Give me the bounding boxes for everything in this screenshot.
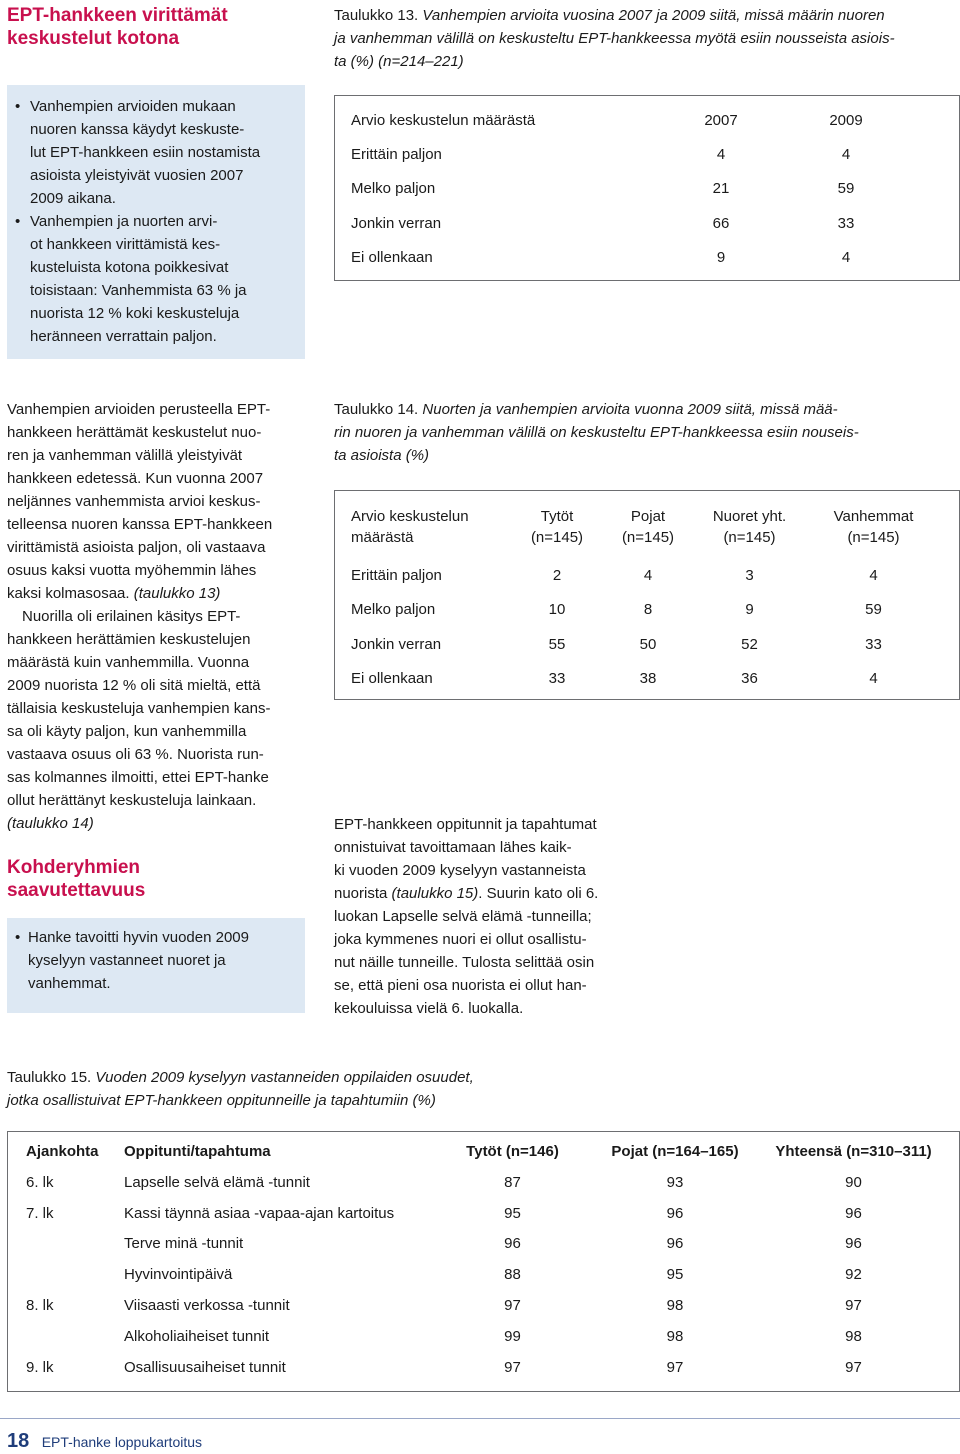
table-reference: (taulukko 15)	[391, 885, 479, 902]
table-cell: 21	[712, 180, 730, 198]
table13-caption	[334, 4, 954, 73]
caption-label: Taulukko 14.	[334, 401, 419, 418]
caption-line: ta asioista (%)	[334, 447, 430, 464]
header-line: Pojat	[630, 508, 666, 525]
summary-line: kusteluista kotona poikkesivat	[30, 259, 229, 276]
column-header	[603, 506, 693, 558]
heading-line: Kohderyhmien	[7, 857, 141, 878]
publication-title: EPT-hanke loppukartoitus	[41, 1434, 203, 1450]
table-header-row	[351, 103, 891, 137]
table-cell: 52	[741, 635, 758, 653]
bullet-line: kyselyyn vastanneet nuoret ja	[28, 952, 226, 969]
summary-bullet	[7, 210, 305, 348]
sidebar-title-line: keskustelut kotona	[7, 28, 180, 49]
table-row	[26, 1198, 951, 1229]
table-header-row	[26, 1136, 951, 1167]
table-cell: Erittäin paljon	[351, 145, 442, 163]
caption-line	[334, 398, 954, 421]
footer	[7, 1430, 407, 1452]
summary-line: lut EPT-hankkeen esiin nostamista	[30, 144, 261, 161]
table-cell: 9. lk	[26, 1358, 54, 1376]
table-cell: 8	[643, 601, 653, 619]
main-paragraph-1	[7, 398, 307, 835]
summary-line: 2009 aikana.	[30, 190, 116, 207]
caption-line: ja vanhemman välillä on keskusteltu EPT-hankkeessa myötä esiin nousseista asiois-	[334, 30, 895, 47]
table-cell: Hyvinvointipäivä	[124, 1266, 233, 1284]
text-fragment: kaksi kolmasosaa.	[7, 585, 134, 602]
table-cell: 97	[504, 1297, 521, 1315]
table-cell	[26, 1229, 124, 1260]
text-line: osuus kaksi vuotta myöhemmin lähes	[7, 562, 257, 579]
text-line	[7, 582, 307, 605]
text-line: Nuorilla oli erilainen käsitys EPT-	[22, 608, 241, 625]
table-cell: 97	[845, 1358, 862, 1376]
caption-line: rin nuoren ja vanhemman välillä on keskusteltu EPT-hankkeessa esiin nouseis-	[334, 424, 859, 441]
table-cell: Lapselle selvä elämä -tunnit	[124, 1173, 310, 1191]
header-line: Nuoret yht.	[712, 508, 787, 525]
table-cell: 92	[845, 1266, 862, 1284]
text-line: vastaava osuus oli 63 %. Nuorista run-	[7, 746, 264, 763]
table-cell: 10	[548, 601, 566, 619]
reach-bullet-list	[7, 918, 305, 995]
table-reference: (taulukko 14)	[7, 815, 94, 832]
table15	[7, 1131, 960, 1392]
text-line: se, että pieni osa nuorista ei ollut han-	[334, 977, 587, 994]
table-row	[351, 593, 941, 628]
text-line: ki vuoden 2009 kyselyyn vastanneista	[334, 862, 586, 879]
table-cell: 95	[666, 1266, 684, 1284]
text-line	[7, 812, 307, 835]
column-header: Tytöt (n=146)	[466, 1143, 559, 1160]
table-cell: Ei ollenkaan	[351, 670, 433, 688]
table-row	[351, 206, 891, 241]
text-line: sa oli käyty paljon, kun vanhemmilla	[7, 723, 247, 740]
table-cell: 6. lk	[26, 1173, 54, 1191]
page-number: 18	[7, 1430, 30, 1452]
table-cell: 55	[548, 635, 566, 653]
text-line: hankkeen edetessä. Kun vuonna 2007	[7, 470, 264, 487]
summary-line: • Vanhempien ja nuorten arvi-	[30, 213, 218, 230]
table-cell: 4	[869, 670, 878, 688]
table-cell: 4	[716, 145, 726, 163]
table-cell: 4	[869, 566, 878, 584]
table13-grid	[351, 103, 891, 275]
table-cell: 97	[666, 1358, 684, 1376]
table-cell: 59	[865, 601, 882, 619]
table-reference: (taulukko 13)	[133, 585, 221, 602]
column-header: Pojat (n=164–165)	[611, 1143, 739, 1160]
table-cell: 4	[643, 566, 653, 584]
table-cell: 33	[837, 214, 855, 232]
table-cell: 96	[504, 1235, 521, 1253]
table-cell: 97	[504, 1358, 521, 1376]
caption-text: Vuoden 2009 kyselyyn vastanneiden oppilaiden osuudet,	[95, 1069, 474, 1086]
table-cell	[26, 1259, 124, 1290]
header-line: Arvio keskustelun	[351, 508, 469, 525]
text-line: luokan Lapselle selvä elämä -tunneilla;	[334, 908, 592, 925]
summary-line: nuoren kanssa käydyt keskuste-	[30, 121, 245, 138]
table14-caption	[334, 398, 954, 467]
table-row	[351, 558, 941, 593]
table-cell: 96	[845, 1235, 862, 1253]
column-header	[511, 506, 603, 558]
table-cell: 87	[504, 1173, 521, 1191]
table-cell: Jonkin verran	[351, 635, 442, 653]
text-fragment: . Suurin kato oli 6.	[478, 885, 599, 902]
text-line: tällaisia keskusteluja vanhempien kans-	[7, 700, 271, 717]
table-cell	[26, 1321, 124, 1352]
table-cell: 99	[504, 1327, 521, 1345]
table-cell: 98	[845, 1327, 862, 1345]
column-header	[693, 506, 806, 558]
header-line: Tytöt	[540, 508, 574, 525]
summary-line: nuorista 12 % koki keskusteluja	[30, 305, 240, 322]
text-line: joka kymmenes nuori ei ollut osallistu-	[334, 931, 587, 948]
summary-line: ot hankkeen virittämistä kes-	[30, 236, 221, 253]
summary-bullet-list	[7, 85, 305, 348]
text-line: ollut herättänyt keskusteluja lainkaan.	[7, 792, 257, 809]
table-row	[26, 1290, 951, 1321]
column-header: Yhteensä (n=310–311)	[775, 1143, 932, 1160]
column-header: Oppitunti/tapahtuma	[124, 1143, 271, 1160]
table-cell: 98	[666, 1297, 684, 1315]
table-cell: 38	[639, 670, 657, 688]
footer-rule	[0, 1418, 960, 1419]
summary-box	[7, 85, 305, 359]
table-cell: Viisaasti verkossa -tunnit	[124, 1297, 290, 1315]
table-cell: 4	[841, 249, 851, 267]
table-cell: 9	[745, 601, 754, 619]
table-cell: 9	[716, 249, 726, 267]
table15-caption	[7, 1066, 707, 1112]
text-line: hankkeen herättämät keskustelut nuo-	[7, 424, 262, 441]
sidebar-title	[7, 4, 307, 50]
text-fragment: nuorista	[334, 885, 392, 902]
text-line: ren ja vanhemman välillä yleistyivät	[7, 447, 243, 464]
table-cell: Osallisuusaiheiset tunnit	[124, 1358, 286, 1376]
table-header-row	[351, 506, 941, 558]
header-line: määrästä	[351, 529, 414, 546]
caption-text: Nuorten ja vanhempien arvioita vuonna 2009 siitä, missä mää-	[422, 401, 838, 418]
reach-box	[7, 918, 305, 1013]
table-cell: 96	[666, 1204, 684, 1222]
table-row	[26, 1259, 951, 1290]
summary-line: asioista yleistyivät vuosien 2007	[30, 167, 244, 184]
sidebar-title-line: EPT-hankkeen virittämät	[7, 5, 228, 26]
table15-grid	[26, 1136, 951, 1383]
table-cell: 97	[845, 1297, 862, 1315]
summary-line: toisistaan: Vanhemmista 63 % ja	[30, 282, 247, 299]
column-header: 2009	[829, 111, 863, 129]
text-line: kekouluissa vielä 6. luokalla.	[334, 1000, 524, 1017]
table-row	[351, 627, 941, 662]
header-line: (n=145)	[847, 529, 900, 546]
table-cell: 95	[504, 1204, 521, 1222]
caption-line	[334, 4, 954, 27]
table13	[334, 95, 960, 281]
column-header: 2007	[704, 111, 738, 129]
caption-label: Taulukko 13.	[334, 7, 419, 24]
header-line: (n=145)	[621, 529, 675, 546]
text-line: neljännes vanhemmista arvioi keskus-	[7, 493, 261, 510]
table-cell: 3	[745, 566, 754, 584]
table-row	[351, 662, 941, 697]
caption-text: Vanhempien arvioita vuosina 2007 ja 2009 siitä, missä määrin nuoren	[422, 7, 885, 24]
heading-line: saavutettavuus	[7, 880, 146, 901]
table-cell: 98	[666, 1327, 684, 1345]
table-cell: 8. lk	[26, 1297, 54, 1315]
section-heading	[7, 856, 307, 902]
table-row	[26, 1167, 951, 1198]
table-cell: 90	[845, 1173, 862, 1191]
text-line: määrästä kuin vanhemmilla. Vuonna	[7, 654, 250, 671]
text-line: 2009 nuorista 12 % oli sitä mieltä, että	[7, 677, 261, 694]
table-cell: 96	[845, 1204, 862, 1222]
table-cell: 36	[741, 670, 758, 688]
text-line: nut näille tunneille. Tulosta selittää osin	[334, 954, 595, 971]
table-cell: Melko paljon	[351, 601, 436, 619]
right-paragraph	[334, 813, 654, 1020]
table-row	[351, 172, 891, 207]
text-line	[334, 882, 654, 905]
table-cell: 96	[666, 1235, 684, 1253]
header-line: (n=145)	[530, 529, 584, 546]
text-line: sas kolmannes ilmoitti, ettei EPT-hanke	[7, 769, 269, 786]
table-cell: 33	[865, 635, 882, 653]
column-header: Arvio keskustelun määrästä	[351, 111, 536, 129]
table-row	[26, 1321, 951, 1352]
table-cell: Ei ollenkaan	[351, 249, 433, 267]
table-cell: 93	[666, 1173, 684, 1191]
caption-line: ta (%) (n=214–221)	[334, 53, 464, 70]
table14	[334, 490, 960, 700]
column-header	[806, 506, 941, 558]
bullet-line: vanhemmat.	[28, 975, 111, 992]
reach-bullet	[7, 926, 305, 995]
table-cell: 88	[504, 1266, 521, 1284]
column-header	[351, 506, 511, 558]
table-row	[351, 241, 891, 276]
table-cell: Melko paljon	[351, 180, 436, 198]
table-cell: 33	[548, 670, 566, 688]
header-line: (n=145)	[723, 529, 776, 546]
text-line: Vanhempien arvioiden perusteella EPT-	[7, 401, 271, 418]
caption-line: jotka osallistuivat EPT-hankkeen oppitunneille ja tapahtumiin (%)	[7, 1092, 436, 1109]
table-cell: Alkoholiaiheiset tunnit	[124, 1327, 270, 1345]
bullet-line: • Hanke tavoitti hyvin vuoden 2009	[28, 929, 249, 946]
table-cell: 59	[837, 180, 855, 198]
table-cell: 50	[639, 635, 657, 653]
table-cell: 7. lk	[26, 1204, 54, 1222]
table-cell: Jonkin verran	[351, 214, 442, 232]
summary-line: heränneen verrattain paljon.	[30, 328, 217, 345]
table-cell: Erittäin paljon	[351, 566, 442, 584]
summary-bullet	[7, 95, 305, 210]
text-line: hankkeen herättämien keskustelujen	[7, 631, 251, 648]
table-row	[351, 137, 891, 172]
caption-line	[7, 1066, 707, 1089]
table-row	[26, 1229, 951, 1260]
text-line: EPT-hankkeen oppitunnit ja tapahtumat	[334, 816, 597, 833]
text-line: virittämistä asioista paljon, oli vastaava	[7, 539, 266, 556]
text-line: onnistuivat tavoittamaan lähes kaik-	[334, 839, 572, 856]
table-cell: Kassi täynnä asiaa -vapaa-ajan kartoitus	[124, 1204, 395, 1222]
table-cell: 2	[552, 566, 562, 584]
column-header: Ajankohta	[26, 1143, 99, 1160]
header-line: Vanhemmat	[833, 508, 914, 525]
summary-line: • Vanhempien arvioiden mukaan	[30, 98, 236, 115]
table-cell: Terve minä -tunnit	[124, 1235, 244, 1253]
caption-label: Taulukko 15.	[7, 1069, 92, 1086]
table-cell: 66	[712, 214, 730, 232]
text-line: telleensa nuoren kanssa EPT-hankkeen	[7, 516, 273, 533]
table14-grid	[351, 506, 941, 696]
table-cell: 4	[841, 145, 851, 163]
table-row	[26, 1352, 951, 1383]
